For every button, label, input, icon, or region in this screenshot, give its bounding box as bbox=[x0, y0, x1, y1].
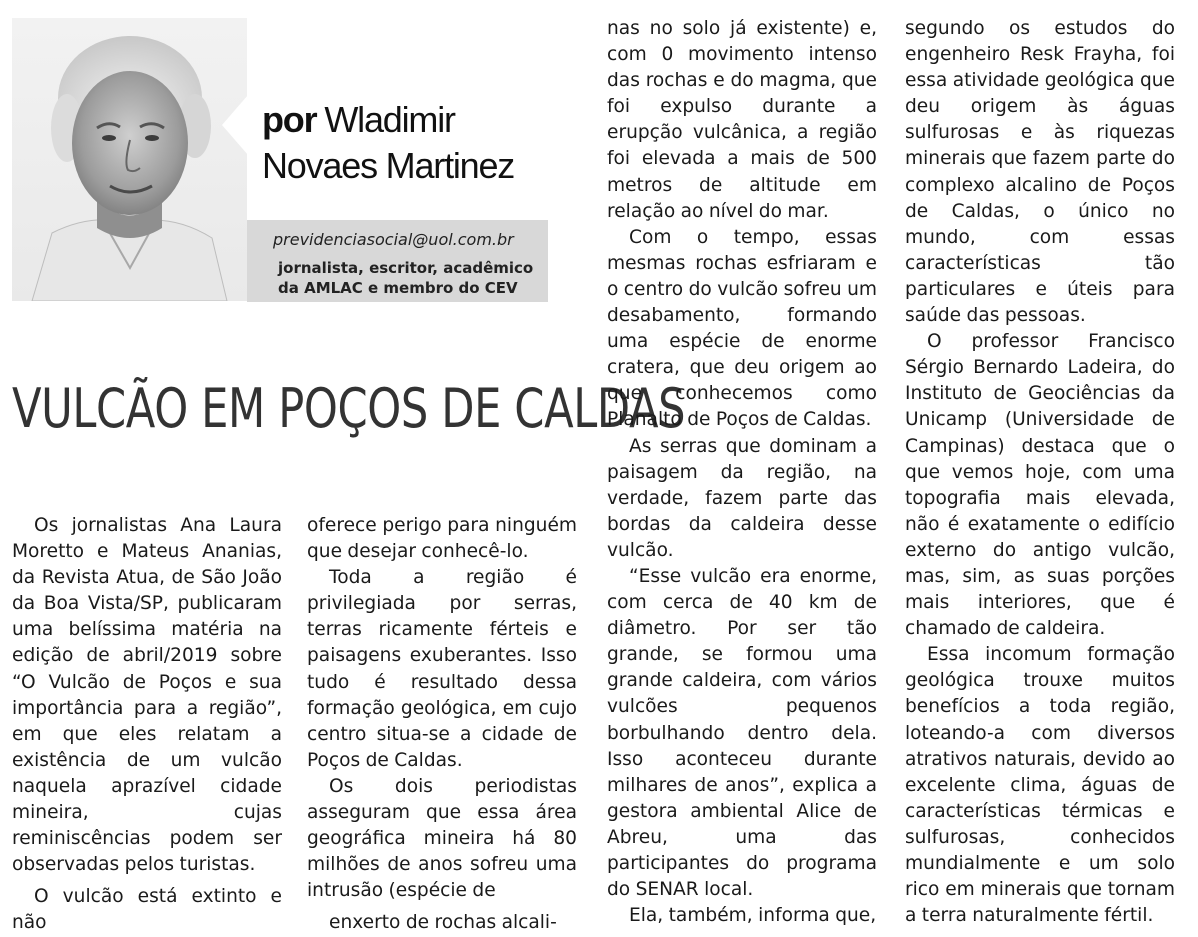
paragraph: Ela, também, informa que, bbox=[629, 905, 877, 927]
paragraph: Os jornalistas Ana Laura Moretto e Mateus Ananias, da Revista Atua, de São João da Boa Vista/SP, publicaram uma belíssima matéria na edição de abril/2019 sobre “O Vulcão de Poços e sua importância para a região”, em que eles relatam a existência de um vulcão naquela aprazível cidade mineira, cujas reminiscências podem ser observadas pelos turistas. bbox=[12, 515, 282, 876]
paragraph: nas no solo já existente) e, com 0 movimento intenso das rochas e do magma, que foi expulso durante a erupção vulcânica, a região foi elevada a mais de 500 metros de altitude em relação ao nível do mar. bbox=[607, 18, 877, 222]
article-column-3 bbox=[607, 16, 877, 929]
byline-line-1 bbox=[262, 97, 552, 143]
author-byline bbox=[262, 97, 552, 189]
paragraph: Essa incomum formação geológica trouxe muitos benefícios a toda região, loteando-a com diversos atrativos naturais, devido ao excelente clima, águas de características térmicas e sulfurosas, conhecidos mundialmente e um solo rico em minerais que tornam a terra naturalmente fértil. bbox=[905, 644, 1175, 927]
paragraph: Toda a região é privilegiada por serras, terras ricamente férteis e paisagens exuberantes. Isso tudo é resultado dessa formação geológica, em cujo centro situa-se a cidade de Poços de Caldas. bbox=[307, 567, 577, 771]
author-bio-line-2: da AMLAC e membro do CEV bbox=[278, 279, 518, 297]
author-first-name: Wladimir bbox=[324, 99, 455, 140]
paragraph: Os dois periodistas asseguram que essa área geográfica mineira há 80 milhões de anos sofreu uma intrusão (espécie de bbox=[307, 775, 577, 902]
author-last-name: Novaes Martinez bbox=[262, 145, 515, 186]
author-bio bbox=[278, 258, 538, 298]
paragraph: enxerto de rochas alcali- bbox=[329, 912, 557, 934]
paragraph: segundo os estudos do engenheiro Resk Frayha, foi essa atividade geológica que deu origem às águas sulfurosas e às riquezas minerais que fazem parte do complexo alcalino de Poços de Caldas, o único no mundo, com essas características tão particulares e úteis para saúde das pessoas. bbox=[905, 18, 1175, 327]
author-email: previdenciasocial@uol.com.br bbox=[273, 230, 514, 249]
author-portrait-image bbox=[12, 18, 247, 301]
paragraph: O professor Francisco Sérgio Bernardo Ladeira, do Instituto de Geociências da Unicamp (Universidade de Campinas) destaca que o que vemos hoje, com uma topografia mais elevada, não é exatamente o edifício externo do antigo vulcão, mas, sim, as suas porções mais interiores, que é chamado de caldeira. bbox=[905, 331, 1175, 640]
paragraph: Com o tempo, essas mesmas rochas esfriaram e o centro do vulcão sofreu um desabamento, formando uma espécie de enorme cratera, que deu origem ao que conhecemos como Planalto de Poços de Caldas. bbox=[607, 226, 877, 431]
paragraph: As serras que dominam a paisagem da região, na verdade, fazem parte das bordas da caldeira desse vulcão. bbox=[607, 435, 877, 561]
article-column-2 bbox=[307, 513, 577, 937]
paragraph: O vulcão está extinto e não bbox=[12, 886, 282, 934]
article-column-1 bbox=[12, 513, 282, 937]
author-photo bbox=[12, 18, 247, 301]
article-headline: VULCÃO EM POÇOS DE CALDAS bbox=[12, 377, 686, 440]
article-column-4 bbox=[905, 16, 1175, 929]
paragraph: “Esse vulcão era enorme, com cerca de 40 km de diâmetro. Por ser tão grande, se formou uma grande caldeira, com vários vulcões pequenos borbulhando dentro dela. Isso aconteceu durante milhares de anos”, explica a gestora ambiental Alice de Abreu, uma das participantes do programa do SENAR local. bbox=[607, 565, 877, 901]
author-bio-line-1: jornalista, escritor, acadêmico bbox=[278, 259, 534, 277]
byline-por: por bbox=[262, 99, 317, 140]
paragraph: oferece perigo para ninguém que desejar conhecê-lo. bbox=[307, 515, 577, 563]
photo-notch bbox=[222, 95, 248, 155]
